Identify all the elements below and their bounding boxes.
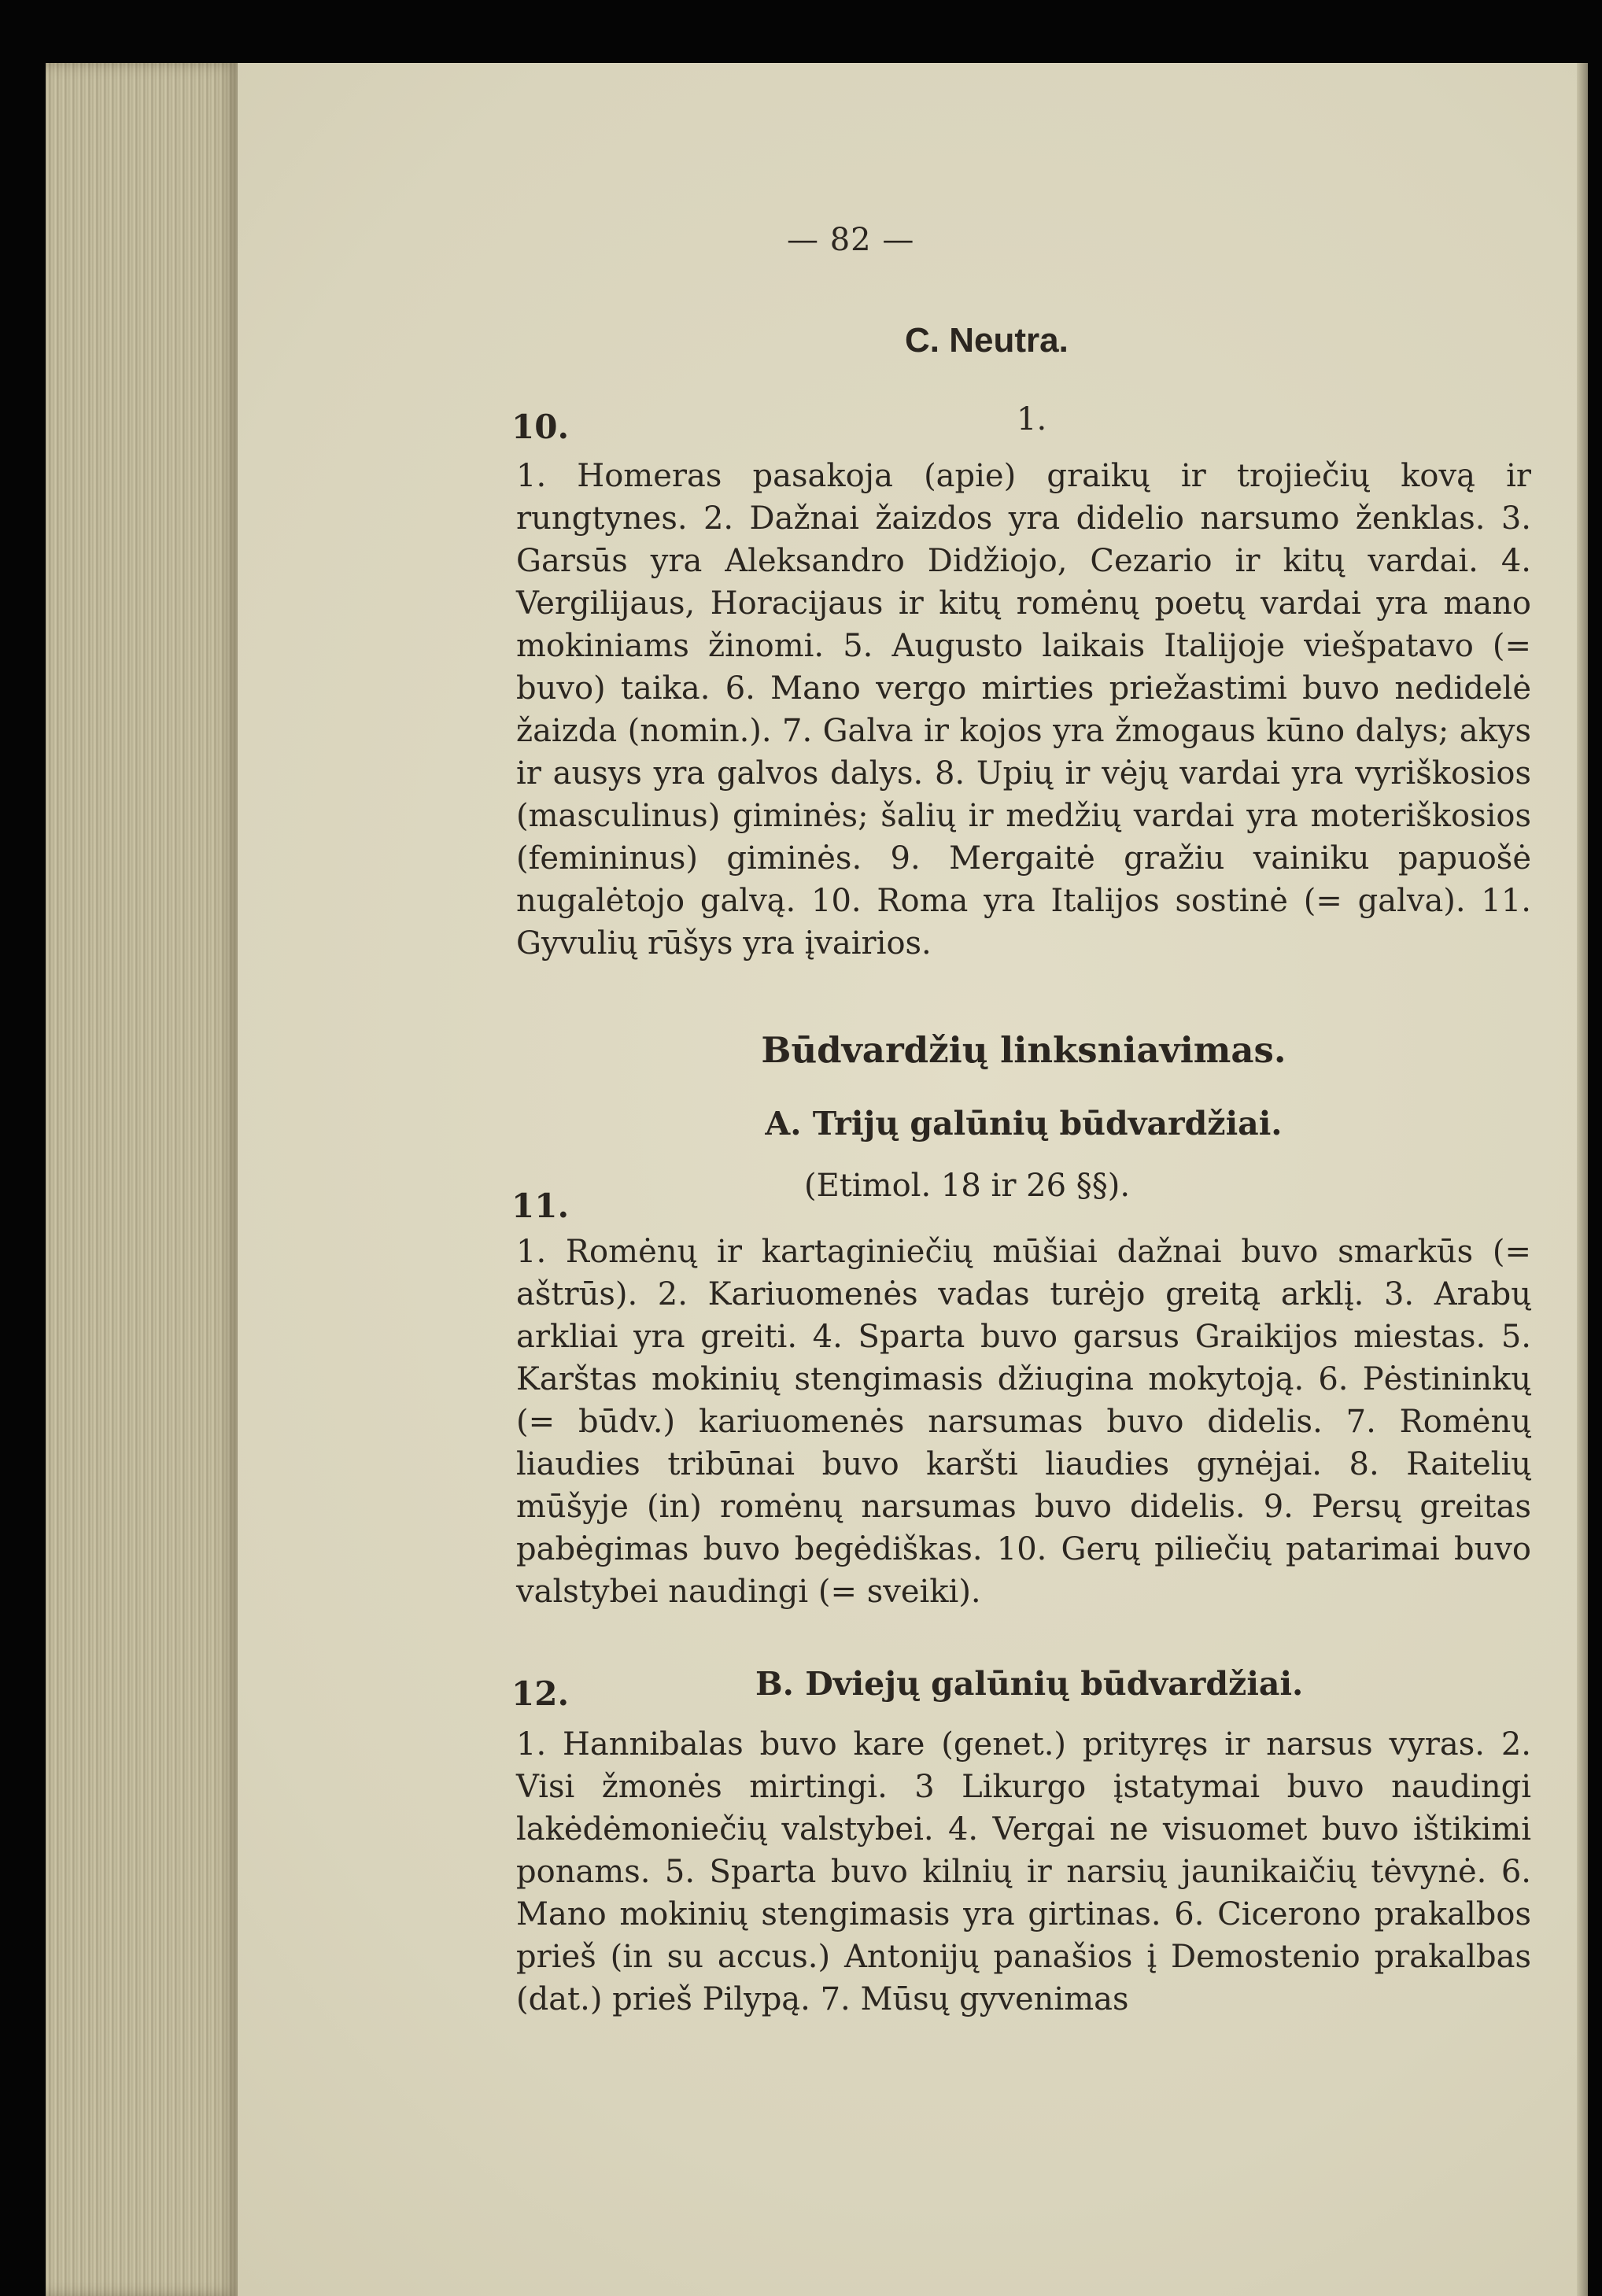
subsection-a-title: A. Trijų galūnių būdvardžiai. <box>765 1105 1283 1142</box>
exercise-11-text: 1. Romėnų ir kartaginiečių mūšiai dažnai buvo smarkūs (= aštrūs). 2. Kariuomenės vadas turėjo greitą arklį. 3. Arabų arkliai yra greiti. 4. Sparta buvo garsus Graikijos miestas. 5. Karštas mokinių stengimasis džiugina mokytoją. 6. Pėstininkų (= būdv.) kariuomenės narsumas buvo didelis. 7. Romėnų liaudies tribūnai buvo karšti liaudies gynėjai. 8. Raitelių mūšyje (in) romėnų narsumas buvo didelis. 9. Persų greitas pabėgimas buvo begėdiškas. 10. Gerų piliečių patarimai buvo valstybei naudingi (= sveiki). <box>516 1234 1531 1610</box>
exercise-12-number: 12. <box>511 1674 570 1713</box>
exercise-11-number: 11. <box>511 1187 570 1225</box>
section-c-title: C. Neutra. <box>905 321 1069 360</box>
subsection-b-title: B. Dviejų galūnių būdvardžiai. <box>755 1665 1304 1703</box>
exercise-10-sub-number: 1. <box>1017 401 1047 437</box>
exercise-10-number: 10. <box>511 408 570 446</box>
exercise-10-text: 1. Homeras pasakoja (apie) graikų ir trojiečių kovą ir rungtynes. 2. Dažnai žaizdos yra didelio narsumo ženklas. 3. Garsūs yra Aleksandro Didžiojo, Cezario ir kitų vardai. 4. Vergilijaus, Horacijaus ir kitų romėnų poetų vardai yra mano mokiniams žinomi. 5. Augusto laikais Italijoje viešpatavo (= buvo) taika. 6. Mano vergo mirties priežastimi buvo nedidelė žaizda (nomin.). 7. Galva ir kojos yra žmogaus kūno dalys; akys ir ausys yra galvos dalys. 8. Upių ir vėjų vardai yra vyriškosios (masculinus) giminės; šalių ir medžių vardai yra moteriškosios (femininus) giminės. 9. Mergaitė gražiu vainiku papuošė nugalėtojo galvą. 10. Roma yra Italijos sostinė (= galva). 11. Gyvulių rūšys yra įvairios. <box>516 458 1531 962</box>
exercise-12-text: 1. Hannibalas buvo kare (genet.) prityręs ir narsus vyras. 2. Visi žmonės mirtingi. 3 Likurgo įstatymai buvo naudingi lakėdėmoniečių valstybei. 4. Vergai ne visuomet buvo ištikimi ponams. 5. Sparta buvo kilnių ir narsių jaunikaičių tėvynė. 6. Mano mokinių stengimasis yra girtinas. 6. Cicerono prakalbos prieš (in su accus.) Antonijų panašios į Demostenio prakalbas (dat.) prieš Pilypą. 7. Mūsų gyvenimas <box>516 1726 1531 2017</box>
page-number: — 82 — <box>787 222 915 258</box>
main-heading: Būdvardžių linksniavimas. <box>761 1029 1286 1071</box>
subsection-a-reference: (Etimol. 18 ir 26 §§). <box>804 1168 1131 1204</box>
